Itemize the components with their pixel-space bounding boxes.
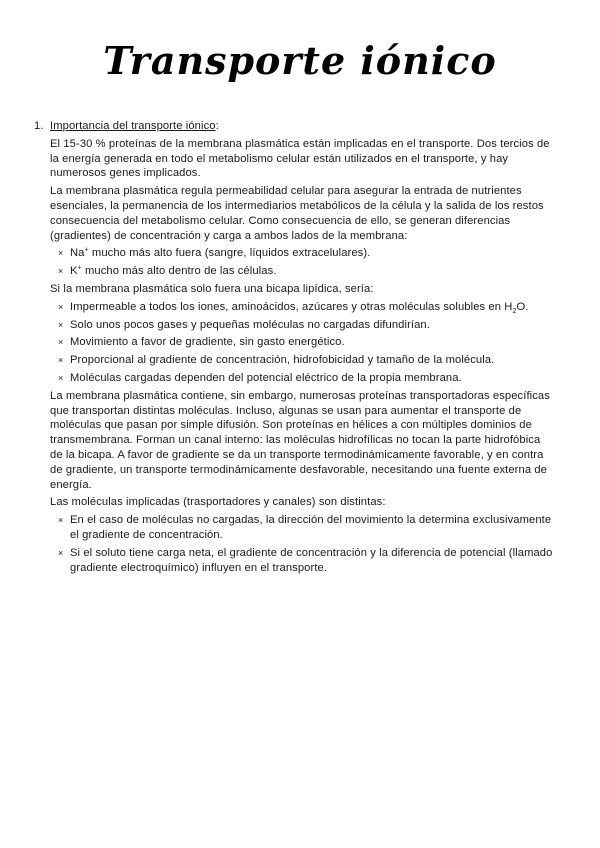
list-item xyxy=(58,264,554,279)
list-item-text: Movimiento a favor de gradiente, sin gasto energético. xyxy=(70,336,345,349)
list-item xyxy=(58,353,554,368)
bullet-icon: × xyxy=(58,515,64,526)
paragraph-1: El 15-30 % proteínas de la membrana plasmática están implicadas en el transporte. Dos tercios de la energía generada en todo el metabolismo celular están utilizados en el transporte, y hay numerosos genes implicados. xyxy=(50,137,550,180)
bilayer-properties-list xyxy=(58,300,554,386)
ion-symbol: K xyxy=(70,265,78,278)
list-item xyxy=(58,513,554,543)
bullet-icon: × xyxy=(58,248,64,259)
bullet-icon: × xyxy=(58,372,64,383)
list-item-text: En el caso de moléculas no cargadas, la dirección del movimiento la determina exclusivamente el gradiente de concentración. xyxy=(70,514,552,541)
list-item-text: Moléculas cargadas dependen del potencial eléctrico de la propia membrana. xyxy=(70,371,462,384)
list-item xyxy=(58,300,554,315)
bullet-icon: × xyxy=(58,301,64,312)
document-body xyxy=(34,119,554,578)
bullet-icon: × xyxy=(58,337,64,348)
paragraph-3: Si la membrana plasmática solo fuera una bicapa lipídica, sería: xyxy=(50,282,374,295)
bullet-icon: × xyxy=(58,547,64,558)
list-item-text: mucho más alto fuera (sangre, líquidos extracelulares). xyxy=(88,247,371,260)
ion-charge: + xyxy=(84,246,89,254)
bullet-icon: × xyxy=(58,355,64,366)
list-item-text: Solo unos pocos gases y pequeñas moléculas no cargadas difundirían. xyxy=(70,318,430,331)
subscript: 2 xyxy=(512,308,517,315)
list-item-tail: O. xyxy=(516,300,529,313)
molecules-list xyxy=(58,513,554,575)
list-item xyxy=(58,318,554,333)
bullet-icon: × xyxy=(58,266,64,277)
section-heading-text: Importancia del transporte iónico xyxy=(50,120,216,132)
ion-symbol: Na xyxy=(70,247,85,260)
paragraph-2: La membrana plasmática regula permeabilidad celular para asegurar la entrada de nutrientes esenciales, la permanencia de los intermediarios metabólicos de la célula y la salida de los restos consecuencia del metabolismo celular. Como consecuencia de ello, se generan diferencias (gradientes) de concentración y carga a ambos lados de la membrana: xyxy=(50,185,544,242)
bullet-icon: × xyxy=(58,319,64,330)
list-item xyxy=(58,546,554,576)
section-heading xyxy=(34,119,554,134)
list-item xyxy=(58,246,554,261)
section-number: 1. xyxy=(34,120,44,132)
section-heading-colon: : xyxy=(215,120,219,132)
list-item xyxy=(58,371,554,386)
ion-list xyxy=(58,246,554,279)
list-item-text: mucho más alto dentro de las células. xyxy=(81,265,277,278)
list-item-text: Proporcional al gradiente de concentración, hidrofobicidad y tamaño de la molécula. xyxy=(70,354,495,367)
paragraph-4: La membrana plasmática contiene, sin embargo, numerosas proteínas transportadoras específicas que transportan distintas moléculas. Incluso, algunas se usan para aumentar el transporte de moléculas que pasan por simple difusión. Son proteínas en hélices a con múltiples dominios de transmembrana. Forman un canal interno: las moléculas hidrofílicas no tocan la parte hidrofóbica de la bicapa. A favor de gradiente se da un transporte termodinámicamente favorable, y en contra de gradiente, un transporte termodinámicamente desfavorable, necesitando una fuente externa de energía. xyxy=(50,389,550,491)
ion-charge: + xyxy=(77,264,82,272)
list-item-text: Impermeable a todos los iones, aminoácidos, azúcares y otras moléculas solubles en H xyxy=(70,300,513,313)
list-item xyxy=(58,335,554,350)
paragraph-5: Las moléculas implicadas (trasportadores y canales) son distintas: xyxy=(50,496,386,509)
list-item-text: Si el soluto tiene carga neta, el gradiente de concentración y la diferencia de potencial (llamado gradiente electroquímico) influyen en el transporte. xyxy=(70,546,553,574)
page-title: Transporte iónico xyxy=(103,38,497,83)
